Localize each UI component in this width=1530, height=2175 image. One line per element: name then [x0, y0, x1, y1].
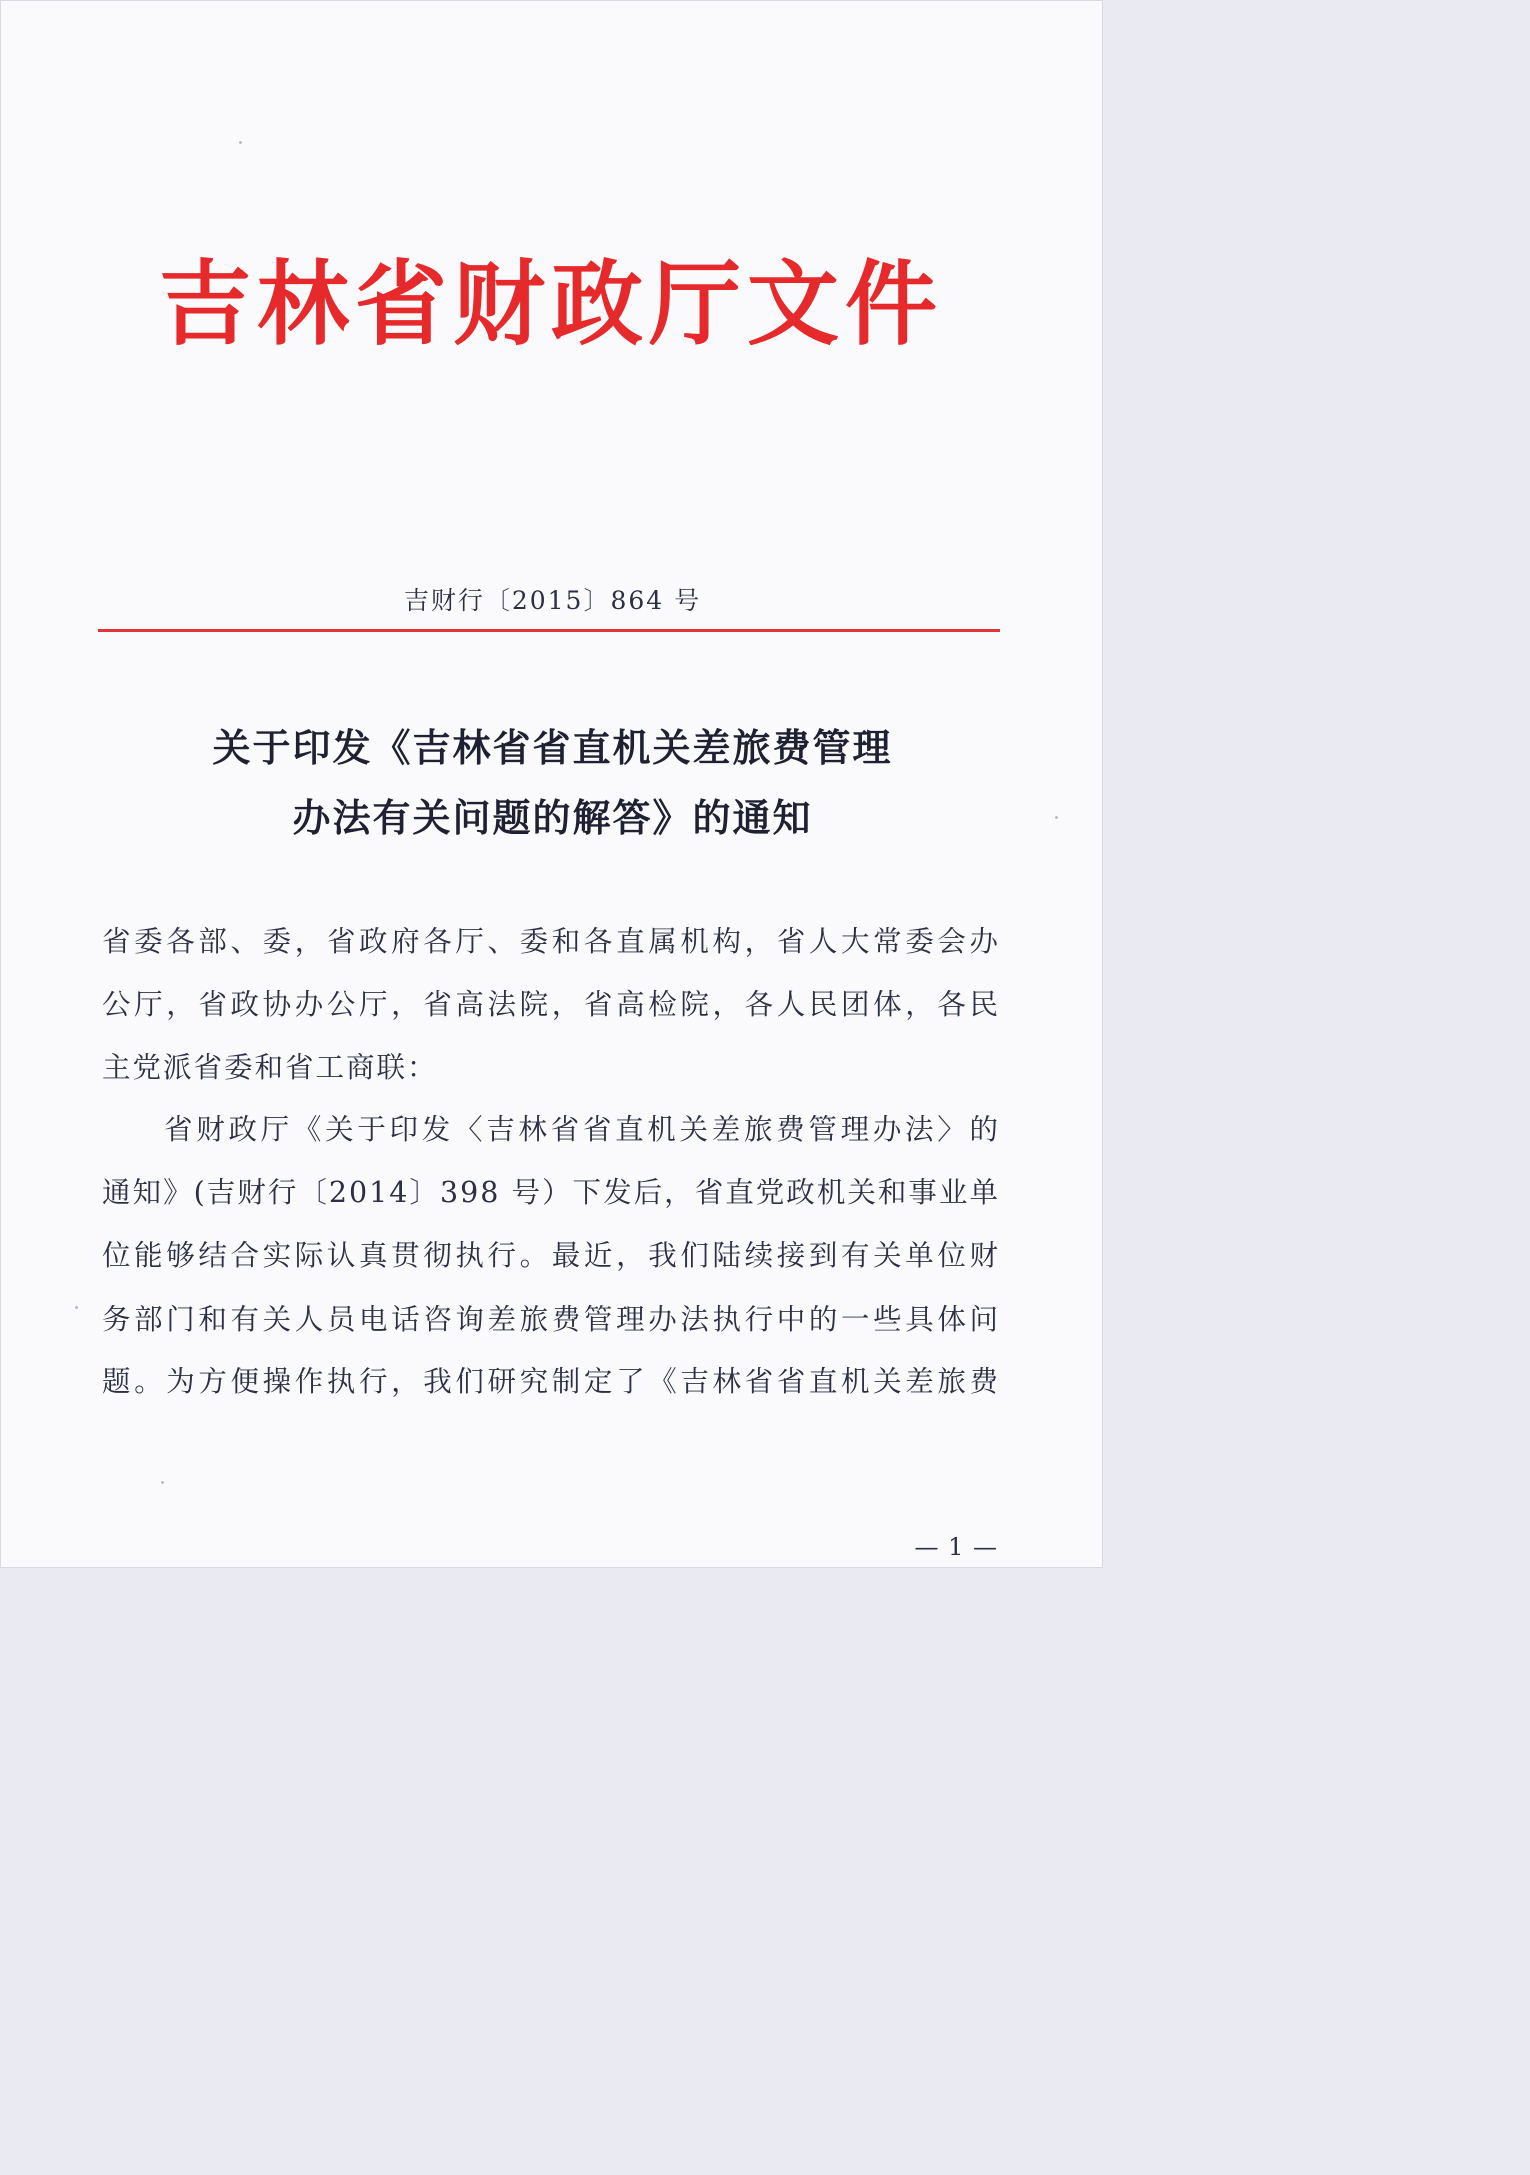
page-number: — 1 — [914, 1533, 998, 1561]
scan-speck [239, 141, 242, 144]
body-line: 位能够结合实际认真贯彻执行。最近，我们陆续接到有关单位财 [102, 1239, 1000, 1272]
document-title-line-1: 关于印发《吉林省省直机关差旅费管理 [212, 725, 893, 770]
document-title-line-2: 办法有关问题的解答》的通知 [292, 795, 813, 840]
red-separator-rule [98, 629, 1000, 632]
scan-speck [161, 1481, 164, 1484]
body-line: 省财政厅《关于印发〈吉林省省直机关差旅费管理办法〉的 [164, 1113, 1000, 1146]
scan-speck [75, 1306, 78, 1309]
body-line: 题。为方便操作执行，我们研究制定了《吉林省省直机关差旅费 [102, 1365, 1000, 1398]
document-masthead: 吉林省财政厅文件 [158, 251, 943, 358]
body-line: 主党派省委和省工商联： [102, 1051, 438, 1084]
body-line: 通知》(吉财行〔2014〕398 号）下发后，省直党政机关和事业单 [102, 1176, 1000, 1209]
body-line: 公厅，省政协办公厅，省高法院，省高检院，各人民团体，各民 [102, 988, 1000, 1021]
body-line: 省委各部、委，省政府各厅、委和各直属机构，省人大常委会办 [102, 925, 1000, 958]
scan-speck [1055, 816, 1058, 819]
document-number: 吉财行〔2015〕864 号 [403, 586, 702, 615]
body-line: 务部门和有关人员电话咨询差旅费管理办法执行中的一些具体问 [102, 1303, 1000, 1336]
